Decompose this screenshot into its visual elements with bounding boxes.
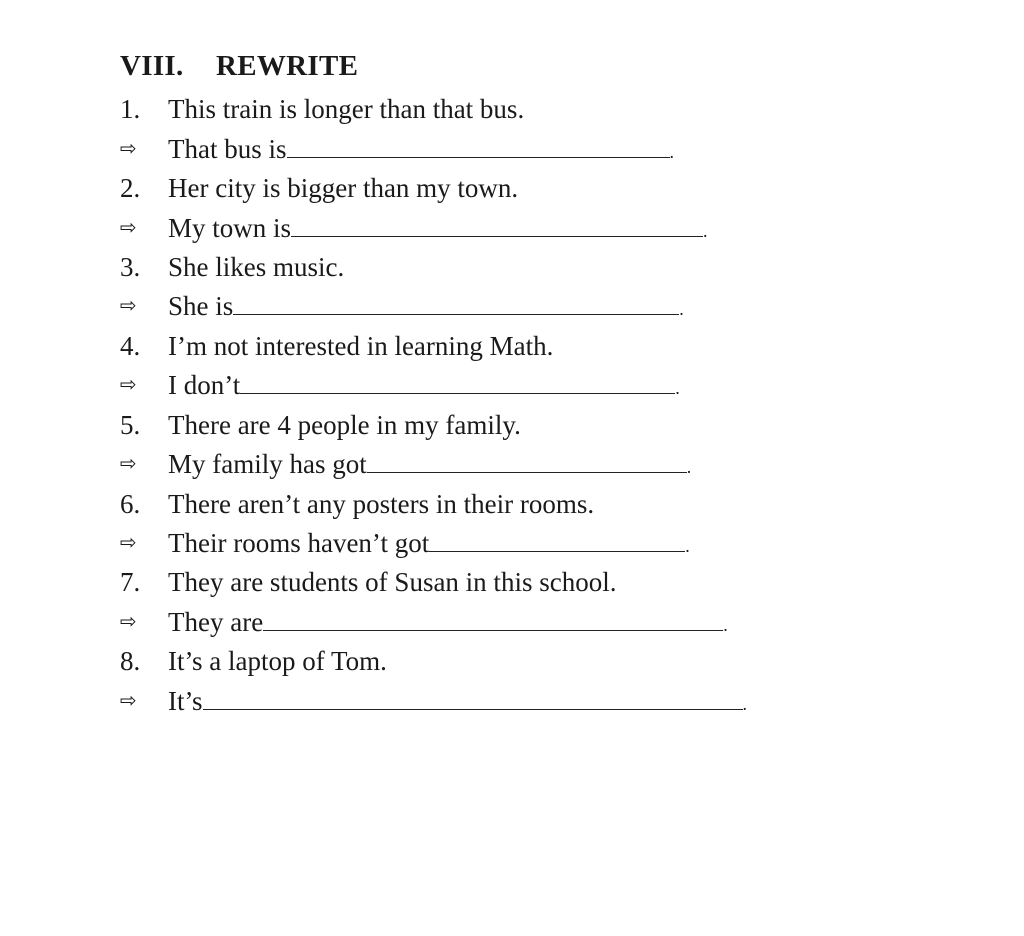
exercise-sentence — [120, 328, 553, 364]
original-sentence: I’m not interested in learning Math. — [168, 331, 554, 361]
item-number: 2. — [120, 173, 141, 203]
item-number: 6. — [120, 489, 141, 519]
original-sentence: There aren’t any posters in their rooms. — [168, 489, 595, 519]
answer-blank[interactable] — [203, 685, 743, 710]
arrow-right-icon: ⇨ — [120, 215, 137, 239]
exercise-sentence — [120, 170, 518, 206]
arrow-right-icon: ⇨ — [120, 293, 137, 317]
arrow-right-icon: ⇨ — [120, 136, 137, 160]
end-period: . — [685, 536, 690, 556]
rewrite-prompt: My town is — [168, 213, 292, 243]
original-sentence: They are students of Susan in this school. — [168, 567, 617, 597]
answer-blank[interactable] — [233, 290, 679, 315]
end-period: . — [703, 221, 708, 241]
rewrite-line — [120, 288, 684, 324]
answer-blank[interactable] — [429, 527, 685, 552]
end-period: . — [669, 142, 674, 162]
item-number: 7. — [120, 567, 141, 597]
rewrite-line — [120, 604, 728, 640]
exercise-sentence — [120, 564, 616, 600]
section-number: VIII. — [120, 50, 184, 82]
original-sentence: Her city is bigger than my town. — [168, 173, 519, 203]
section-heading — [120, 50, 358, 83]
section-title: REWRITE — [216, 50, 359, 82]
answer-blank[interactable] — [367, 448, 687, 473]
original-sentence: It’s a laptop of Tom. — [168, 646, 387, 676]
exercise-sentence — [120, 249, 344, 285]
rewrite-prompt: That bus is — [168, 134, 287, 164]
arrow-right-icon: ⇨ — [120, 609, 137, 633]
exercise-sentence — [120, 91, 524, 127]
arrow-right-icon: ⇨ — [120, 688, 137, 712]
item-number: 1. — [120, 94, 141, 124]
end-period: . — [675, 378, 680, 398]
arrow-right-icon: ⇨ — [120, 451, 137, 475]
rewrite-prompt: She is — [168, 291, 234, 321]
rewrite-prompt: Their rooms haven’t got — [168, 528, 430, 558]
answer-blank[interactable] — [240, 369, 675, 394]
rewrite-prompt: They are — [168, 607, 264, 637]
rewrite-prompt: My family has got — [168, 449, 367, 479]
rewrite-line — [120, 446, 691, 482]
original-sentence: There are 4 people in my family. — [168, 410, 521, 440]
arrow-right-icon: ⇨ — [120, 372, 137, 396]
item-number: 5. — [120, 410, 141, 440]
item-number: 4. — [120, 331, 141, 361]
rewrite-prompt: I don’t — [168, 370, 241, 400]
exercise-sentence — [120, 643, 387, 679]
rewrite-line — [120, 131, 674, 167]
rewrite-line — [120, 683, 747, 719]
answer-blank[interactable] — [287, 133, 670, 158]
rewrite-line — [120, 210, 708, 246]
item-number: 3. — [120, 252, 141, 282]
arrow-right-icon: ⇨ — [120, 530, 137, 554]
original-sentence: She likes music. — [168, 252, 345, 282]
end-period: . — [686, 457, 692, 477]
end-period: . — [723, 615, 728, 635]
item-number: 8. — [120, 646, 141, 676]
original-sentence: This train is longer than that bus. — [168, 94, 525, 124]
rewrite-prompt: It’s — [168, 686, 203, 716]
answer-blank[interactable] — [291, 212, 703, 237]
rewrite-line — [120, 525, 690, 561]
end-period: . — [742, 694, 748, 714]
rewrite-line — [120, 367, 680, 403]
end-period: . — [679, 299, 684, 319]
exercise-sentence — [120, 407, 521, 443]
answer-blank[interactable] — [263, 606, 723, 631]
exercise-sentence — [120, 486, 594, 522]
